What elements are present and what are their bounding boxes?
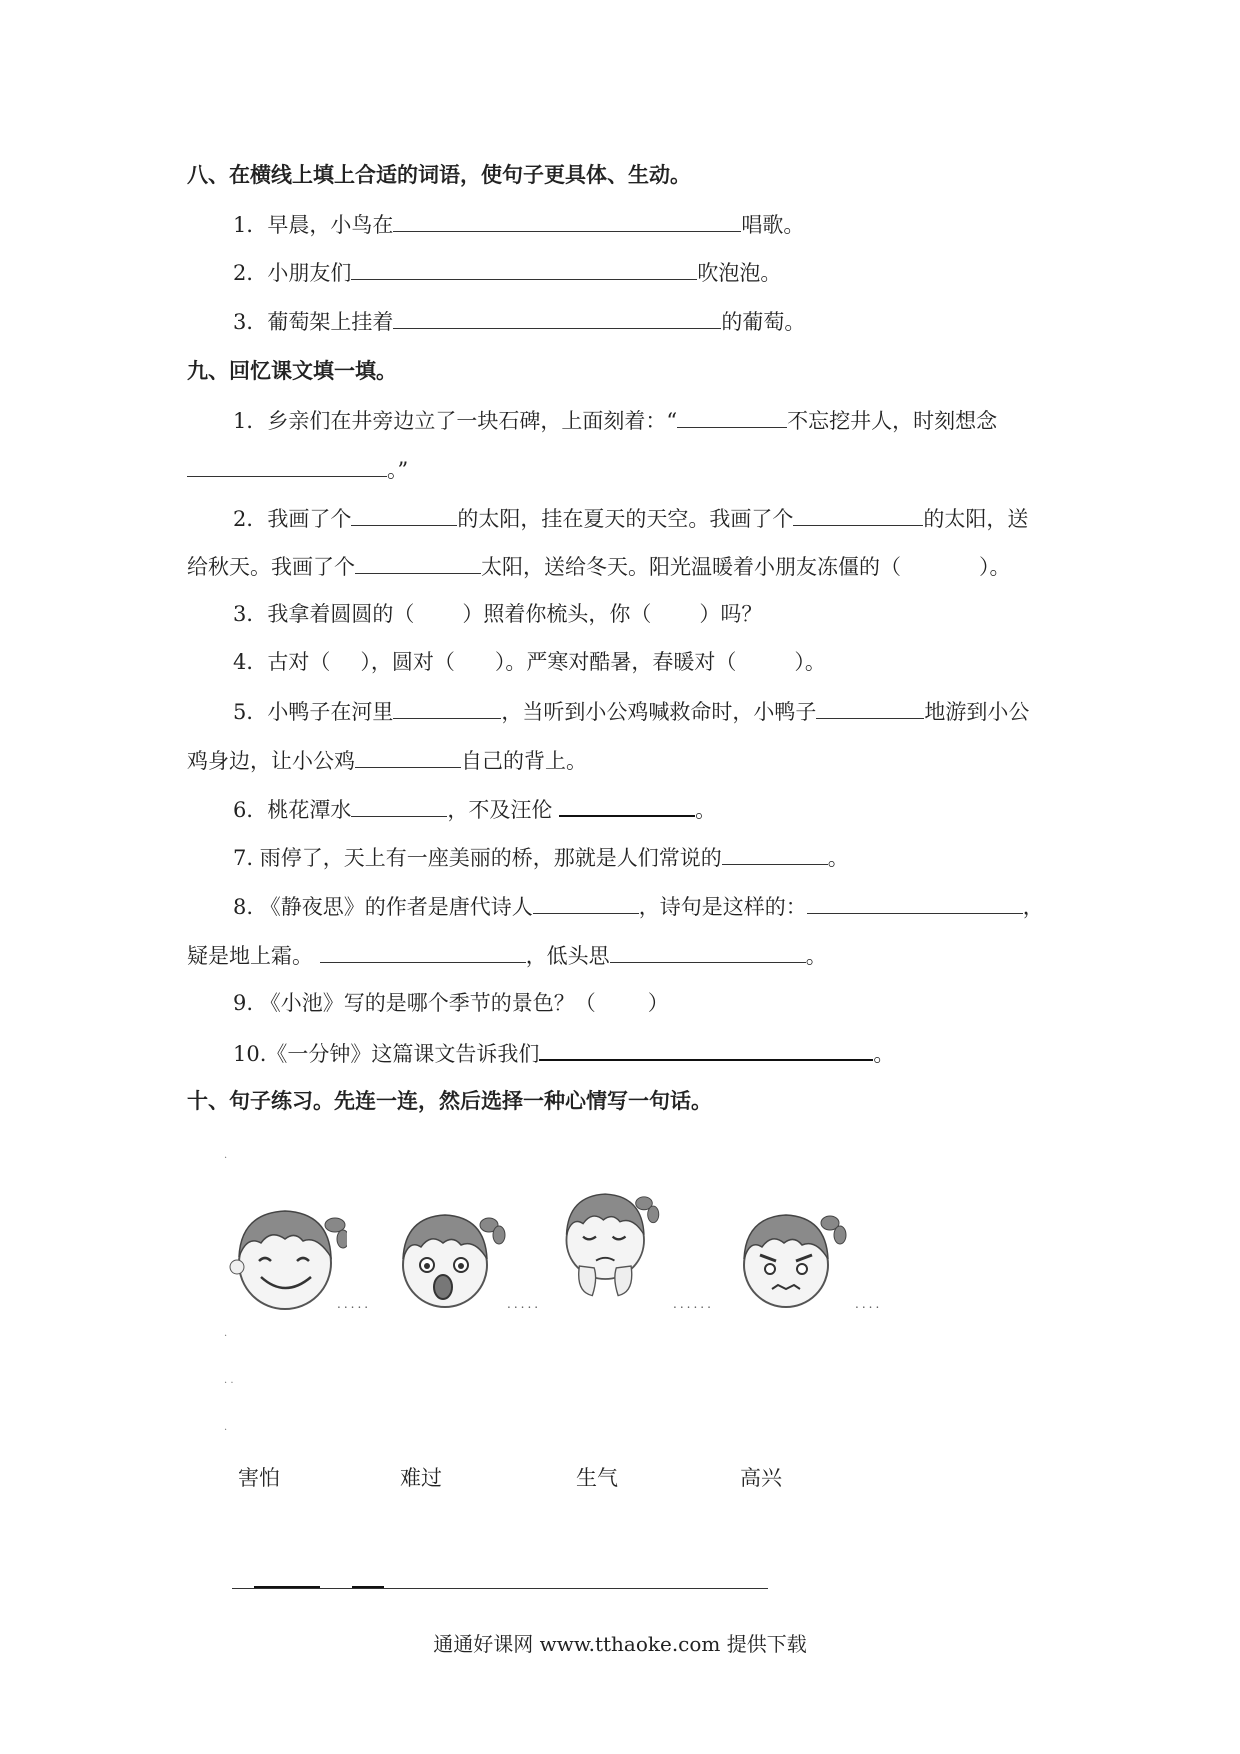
surprised-face-icon[interactable] [385, 1195, 507, 1315]
angry-face-icon[interactable] [730, 1195, 852, 1315]
s9-q3: 3．我拿着圆圆的（ ）照着你梳头，你（ ）吗？ [233, 602, 763, 626]
s9-q5-line2: 鸡身边，让小公鸡 自己的背上。 [187, 745, 587, 776]
happy-face-icon[interactable] [225, 1195, 347, 1315]
s9-q8-line1: 8. 《静夜思》的作者是唐代诗人 ，诗句是这样的： ， [233, 891, 1044, 922]
answer-blank[interactable] [539, 1037, 873, 1061]
emotion-label-angry[interactable]: 生气 [576, 1466, 618, 1490]
s9-q7: 7. 雨停了，天上有一座美丽的桥，那就是人们常说的 。 [233, 842, 849, 873]
emotion-label-happy[interactable]: 高兴 [740, 1466, 782, 1490]
dotted-marker: ...... [673, 1297, 714, 1311]
sad-face-icon[interactable] [547, 1183, 669, 1303]
s9-q2-line1: 2．我画了个 的太阳，挂在夏天的天空。我画了个 的太阳，送 [233, 503, 1028, 534]
s9-q4: 4．古对（ ），圆对（ ）。严寒对酷暑，春暖对（ ）。 [233, 650, 826, 674]
s9-q1-line2: 。” [187, 454, 408, 485]
dotted-marker: ..... [507, 1297, 542, 1311]
sentence-writing-line[interactable] [232, 1588, 768, 1589]
s9-q8-line2: 疑是地上霜。 ，低头思 。 [187, 940, 827, 971]
dotted-marker: .... [855, 1297, 883, 1311]
section-10-heading: 十、句子练习。先连一连，然后选择一种心情写一句话。 [187, 1088, 712, 1113]
s9-q1-line1: 1．乡亲们在井旁边立了一块石碑，上面刻着：“ 不忘挖井人，时刻想念 [233, 405, 997, 436]
dot-mark: . [224, 1328, 228, 1339]
answer-blank[interactable] [816, 696, 924, 719]
answer-blank[interactable] [393, 696, 501, 719]
answer-blank[interactable] [320, 940, 526, 963]
section-9-heading: 九、回忆课文填一填。 [187, 358, 397, 383]
s8-item-1: 1．早晨，小鸟在 唱歌。 [233, 209, 804, 240]
s9-q9: 9. 《小池》写的是哪个季节的景色？（ ） [233, 991, 669, 1015]
s9-q6: 6．桃花潭水 ，不及汪伦 。 [233, 793, 716, 825]
answer-blank[interactable] [351, 257, 697, 280]
answer-blank[interactable] [351, 794, 447, 817]
answer-blank[interactable] [187, 454, 387, 477]
answer-blank[interactable] [393, 306, 721, 329]
answer-blank[interactable] [355, 551, 481, 574]
dot-mark: . [224, 1422, 228, 1433]
answer-blank[interactable] [351, 503, 457, 526]
faces-row [225, 1195, 925, 1315]
dot-mark: . . [224, 1375, 234, 1386]
s8-item-2: 2．小朋友们 吹泡泡。 [233, 257, 781, 288]
s9-q2-line2: 给秋天。我画了个 太阳，送给冬天。阳光温暖着小朋友冻僵的（ ）。 [187, 551, 1011, 582]
s9-q5-line1: 5．小鸭子在河里 ，当听到小公鸡喊救命时，小鸭子 地游到小公 [233, 696, 1029, 727]
s9-q10: 10.《一分钟》这篇课文告诉我们 。 [233, 1037, 894, 1069]
answer-blank[interactable] [677, 405, 787, 428]
answer-blank[interactable] [807, 891, 1023, 914]
answer-blank[interactable] [533, 891, 639, 914]
underline-segment [254, 1586, 320, 1588]
footer-source: 通通好课网 www.tthaoke.com 提供下载 [433, 1632, 807, 1656]
s8-item-3: 3．葡萄架上挂着 的葡萄。 [233, 306, 805, 337]
dot-mark: . [224, 1150, 228, 1161]
answer-blank[interactable] [393, 209, 741, 232]
underline-segment [352, 1586, 384, 1588]
answer-blank[interactable] [722, 842, 828, 865]
emotion-label-sad[interactable]: 难过 [400, 1466, 442, 1490]
answer-blank[interactable] [559, 793, 695, 817]
emotion-label-scared[interactable]: 害怕 [238, 1466, 280, 1490]
section-8-heading: 八、在横线上填上合适的词语，使句子更具体、生动。 [187, 162, 691, 187]
answer-blank[interactable] [355, 745, 461, 768]
dotted-marker: ..... [337, 1297, 372, 1311]
answer-blank[interactable] [610, 940, 806, 963]
answer-blank[interactable] [793, 503, 923, 526]
